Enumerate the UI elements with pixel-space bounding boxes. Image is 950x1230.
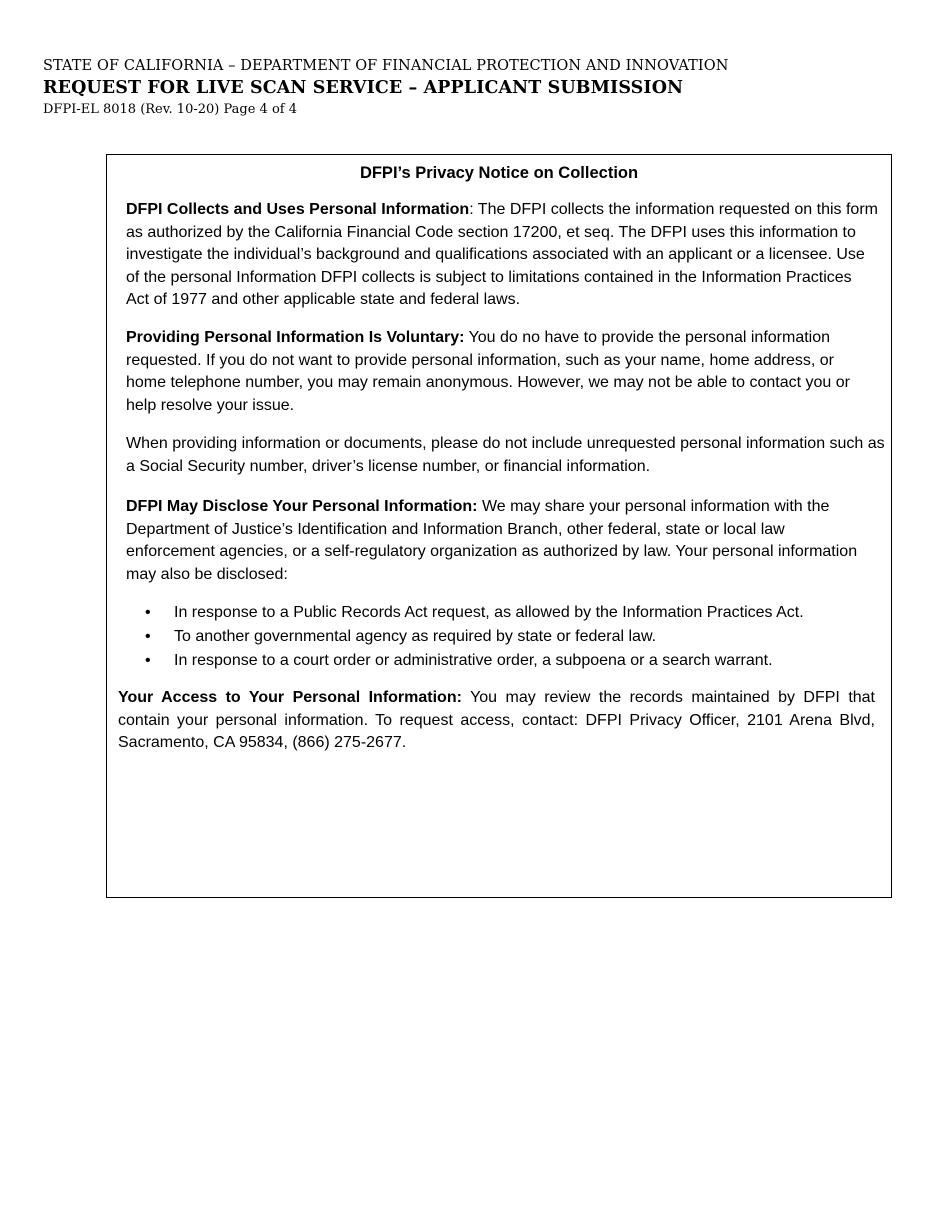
collects-uses-body: The DFPI collects the information requested on this form as authorized by the California Financial Code section 17200, et seq. The DFPI uses this information to investigate the individual’s background and qualifications associated with an applicant or a licensee. Use of the personal Information DFPI collects is subject to limitations contained in the Information Practices Act of 1977 and other applicable state and federal laws. bbox=[126, 201, 878, 308]
disclose-paragraph bbox=[126, 496, 878, 586]
bullet-icon: • bbox=[145, 604, 151, 621]
collects-uses-paragraph bbox=[126, 199, 878, 312]
form-title: REQUEST FOR LIVE SCAN SERVICE – APPLICANT SUBMISSION bbox=[43, 78, 684, 98]
list-item bbox=[126, 625, 878, 649]
unrequested-info-body: When providing information or documents, please do not include unrequested personal information such as a Social Security number, driver’s license number, or financial information. bbox=[126, 435, 885, 475]
access-paragraph bbox=[118, 687, 875, 755]
agency-name: STATE OF CALIFORNIA – DEPARTMENT OF FINANCIAL PROTECTION AND INNOVATION bbox=[43, 58, 729, 74]
collects-uses-heading: DFPI Collects and Uses Personal Information bbox=[126, 201, 470, 218]
voluntary-body: You do no have to provide the personal information requested. If you do not want to provide personal information, such as your name, home address, or home telephone number, you may remain anonymous. However, we may not be able to contact you or help resolve your issue. bbox=[126, 329, 850, 414]
list-item bbox=[126, 649, 878, 673]
list-item-text: To another governmental agency as required by state or federal law. bbox=[174, 628, 657, 645]
collects-uses-separator: : bbox=[469, 201, 478, 218]
bullet-icon: • bbox=[145, 628, 151, 645]
list-item-text: In response to a Public Records Act request, as allowed by the Information Practices Act. bbox=[174, 604, 804, 621]
unrequested-info-paragraph bbox=[126, 433, 886, 478]
bullet-icon: • bbox=[145, 652, 151, 669]
list-item bbox=[126, 601, 878, 625]
disclose-body: We may share your personal information with the Department of Justice’s Identification and Information Branch, other federal, state or local law enforcement agencies, or a self-regulatory organization as authorized by law. Your personal information may also be disclosed: bbox=[126, 498, 858, 583]
privacy-notice-title: DFPI’s Privacy Notice on Collection bbox=[359, 164, 639, 182]
voluntary-paragraph bbox=[126, 327, 878, 417]
access-separator bbox=[462, 689, 470, 706]
list-item-text: In response to a court order or administrative order, a subpoena or a search warrant. bbox=[174, 652, 773, 669]
disclose-heading: DFPI May Disclose Your Personal Information: bbox=[126, 498, 478, 515]
form-header bbox=[43, 56, 903, 120]
form-id: DFPI-EL 8018 (Rev. 10-20) Page 4 of 4 bbox=[43, 102, 297, 117]
voluntary-heading: Providing Personal Information Is Voluntary: bbox=[126, 329, 465, 346]
access-body: You may review the records maintained by DFPI that contain your personal information. To request access, contact: DFPI Privacy Officer, 2101 Arena Blvd, Sacramento, CA 95834, (866) 275-2677. bbox=[118, 689, 875, 751]
privacy-notice-box bbox=[106, 154, 892, 898]
disclosure-list bbox=[126, 601, 878, 673]
access-heading: Your Access to Your Personal Information: bbox=[118, 689, 462, 706]
